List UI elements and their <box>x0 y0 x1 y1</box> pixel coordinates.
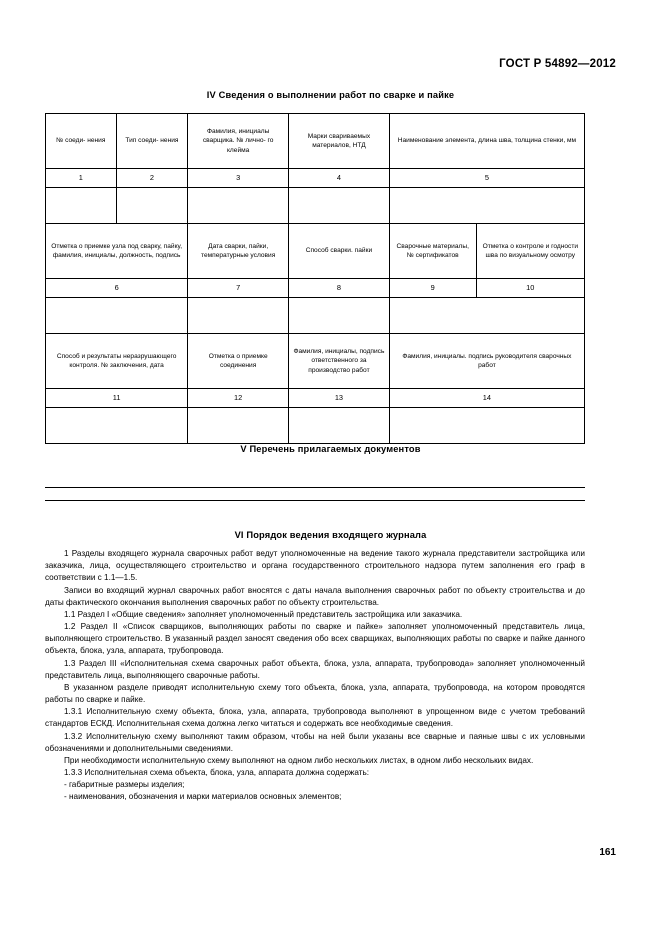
section-heading-iv: IV Сведения о выполнении работ по сварке и пайке <box>206 90 455 100</box>
paragraph: 1.3.2 Исполнительную схему выполняют таким образом, чтобы на ней были указаны все сварные и паяные швы с их условными обозначениями и дополнительными сведениями. <box>45 731 585 753</box>
column-number-8: 8 <box>289 279 390 298</box>
table-entry-row-band3 <box>46 408 585 444</box>
paragraph: При необходимости исполнительную схему выполняют на одном либо нескольких листах, в одном либо нескольких видах. <box>64 755 534 765</box>
entry-cell[interactable] <box>188 298 289 334</box>
column-number-7: 7 <box>188 279 289 298</box>
list-item: - габаритные размеры изделия; <box>64 780 185 790</box>
column-number-11: 11 <box>46 389 188 408</box>
column-number-2: 2 <box>116 169 188 188</box>
header-cell-welding-supervisor-signature: Фамилия, инициалы. подпись руководителя сварочных работ <box>389 334 584 389</box>
table-number-row-band2 <box>46 279 585 298</box>
header-cell-welding-date-conditions: Дата сварки, пайки, температурные условия <box>188 224 289 279</box>
header-cell-welding-materials-certificates: Сварочные материалы, № сертификатов <box>389 224 476 279</box>
header-cell-welder-name-stamp: Фамилия, инициалы сварщика. № лично- го клейма <box>188 114 289 169</box>
table-header-row-band1 <box>46 114 585 169</box>
column-number-4: 4 <box>289 169 390 188</box>
body-text-block <box>45 548 585 804</box>
column-number-9: 9 <box>389 279 476 298</box>
entry-cell[interactable] <box>46 408 188 444</box>
column-number-13: 13 <box>289 389 390 408</box>
paragraph: В указанном разделе приводят исполнительную схему того объекта, блока, узла, аппарата, трубопровода, на котором проводятся работы по сварке и пайке. <box>45 682 585 705</box>
table-number-row-band1 <box>46 169 585 188</box>
document-header-standard-number: ГОСТ Р 54892—2012 <box>499 58 616 70</box>
column-number-12: 12 <box>188 389 289 408</box>
table-header-row-band3 <box>46 334 585 389</box>
column-number-1: 1 <box>46 169 117 188</box>
column-number-14: 14 <box>389 389 584 408</box>
blank-write-in-line[interactable] <box>45 487 585 488</box>
paragraph: 1.3.3 Исполнительная схема объекта, блока, узла, аппарата должна содержать: <box>64 768 370 778</box>
table-entry-row-band1 <box>46 188 585 224</box>
paragraph: Записи во входящий журнал сварочных работ вносятся с даты начала выполнения сварочных работ по объекту строительства и до даты фактического окончания выполнения сварочных работ по объекту строительства. <box>45 585 585 607</box>
entry-cell[interactable] <box>389 188 584 224</box>
table-header-row-band2 <box>46 224 585 279</box>
header-cell-connection-type: Тип соеди- нения <box>116 114 188 169</box>
welding-works-form-table <box>45 113 585 444</box>
section-heading-v: V Перечень прилагаемых документов <box>240 444 421 454</box>
paragraph: 1 Разделы входящего журнала сварочных работ ведут уполномоченные на ведение такого журнала представители застройщика или заказчика, лица, осуществляющего строительство и органа государственного строительного надзора путем заполнения его граф в соответствии с 1.1—1.5. <box>45 549 585 583</box>
header-cell-ndt-method-results: Способ и результаты неразрушающего контроля. № заключения, дата <box>46 334 188 389</box>
header-cell-material-grades: Марки свариваемых материалов, НТД <box>289 114 390 169</box>
entry-cell[interactable] <box>289 298 390 334</box>
paragraph: 1.2 Раздел II «Список сварщиков, выполняющих работы по сварке и пайке» заполняет уполномоченный представитель лица, выполняющего строительство. В указанный раздел заносят сведения обо всех сварщиках, выполняющих работы по сварке и пайке данного объекта, блока, узла, аппарата, трубопровода. <box>45 622 585 656</box>
column-number-10: 10 <box>476 279 584 298</box>
entry-cell[interactable] <box>389 408 584 444</box>
header-cell-welding-method: Способ сварки. пайки <box>289 224 390 279</box>
entry-cell[interactable] <box>389 298 584 334</box>
header-cell-element-name-seam: Наименование элемента, длина шва, толщина стенки, мм <box>389 114 584 169</box>
entry-cell[interactable] <box>46 298 188 334</box>
paragraph: 1.3 Раздел III «Исполнительная схема сварочных работ объекта, блока, узла, аппарата, трубопровода» заполняет уполномоченный представитель лица, выполняющего сварочные работы. <box>45 658 585 680</box>
entry-cell[interactable] <box>188 188 289 224</box>
paragraph: 1.1 Раздел I «Общие сведения» заполняет уполномоченный представитель застройщика или заказчика. <box>64 609 463 619</box>
entry-cell[interactable] <box>46 188 117 224</box>
entry-cell[interactable] <box>289 408 390 444</box>
blank-write-in-line[interactable] <box>45 500 585 501</box>
entry-cell[interactable] <box>116 188 188 224</box>
column-number-6: 6 <box>46 279 188 298</box>
header-cell-connection-number: № соеди- нения <box>46 114 117 169</box>
table-entry-row-band2 <box>46 298 585 334</box>
section-heading-vi: VI Порядок ведения входящего журнала <box>234 530 427 540</box>
table-number-row-band3 <box>46 389 585 408</box>
header-cell-visual-inspection-mark: Отметка о контроле и годности шва по визуальному осмотру <box>476 224 584 279</box>
page-number: 161 <box>599 847 616 858</box>
column-number-5: 5 <box>389 169 584 188</box>
entry-cell[interactable] <box>289 188 390 224</box>
header-cell-acceptance-before-welding: Отметка о приемке узла под сварку, пайку, фамилия, инициалы, должность, подпись <box>46 224 188 279</box>
header-cell-responsible-person-signature: Фамилия, инициалы, подпись ответственного за производство работ <box>289 334 390 389</box>
paragraph: 1.3.1 Исполнительную схему объекта, блока, узла, аппарата, трубопровода выполняют в упрощенном виде с учетом требований стандартов ЕСКД. Исполнительная схема должна легко читаться и содержать все необходимые сведения. <box>45 707 585 729</box>
list-item: - наименования, обозначения и марки материалов основных элементов; <box>64 792 342 802</box>
column-number-3: 3 <box>188 169 289 188</box>
entry-cell[interactable] <box>188 408 289 444</box>
header-cell-joint-acceptance-mark: Отметка о приемке соединения <box>188 334 289 389</box>
